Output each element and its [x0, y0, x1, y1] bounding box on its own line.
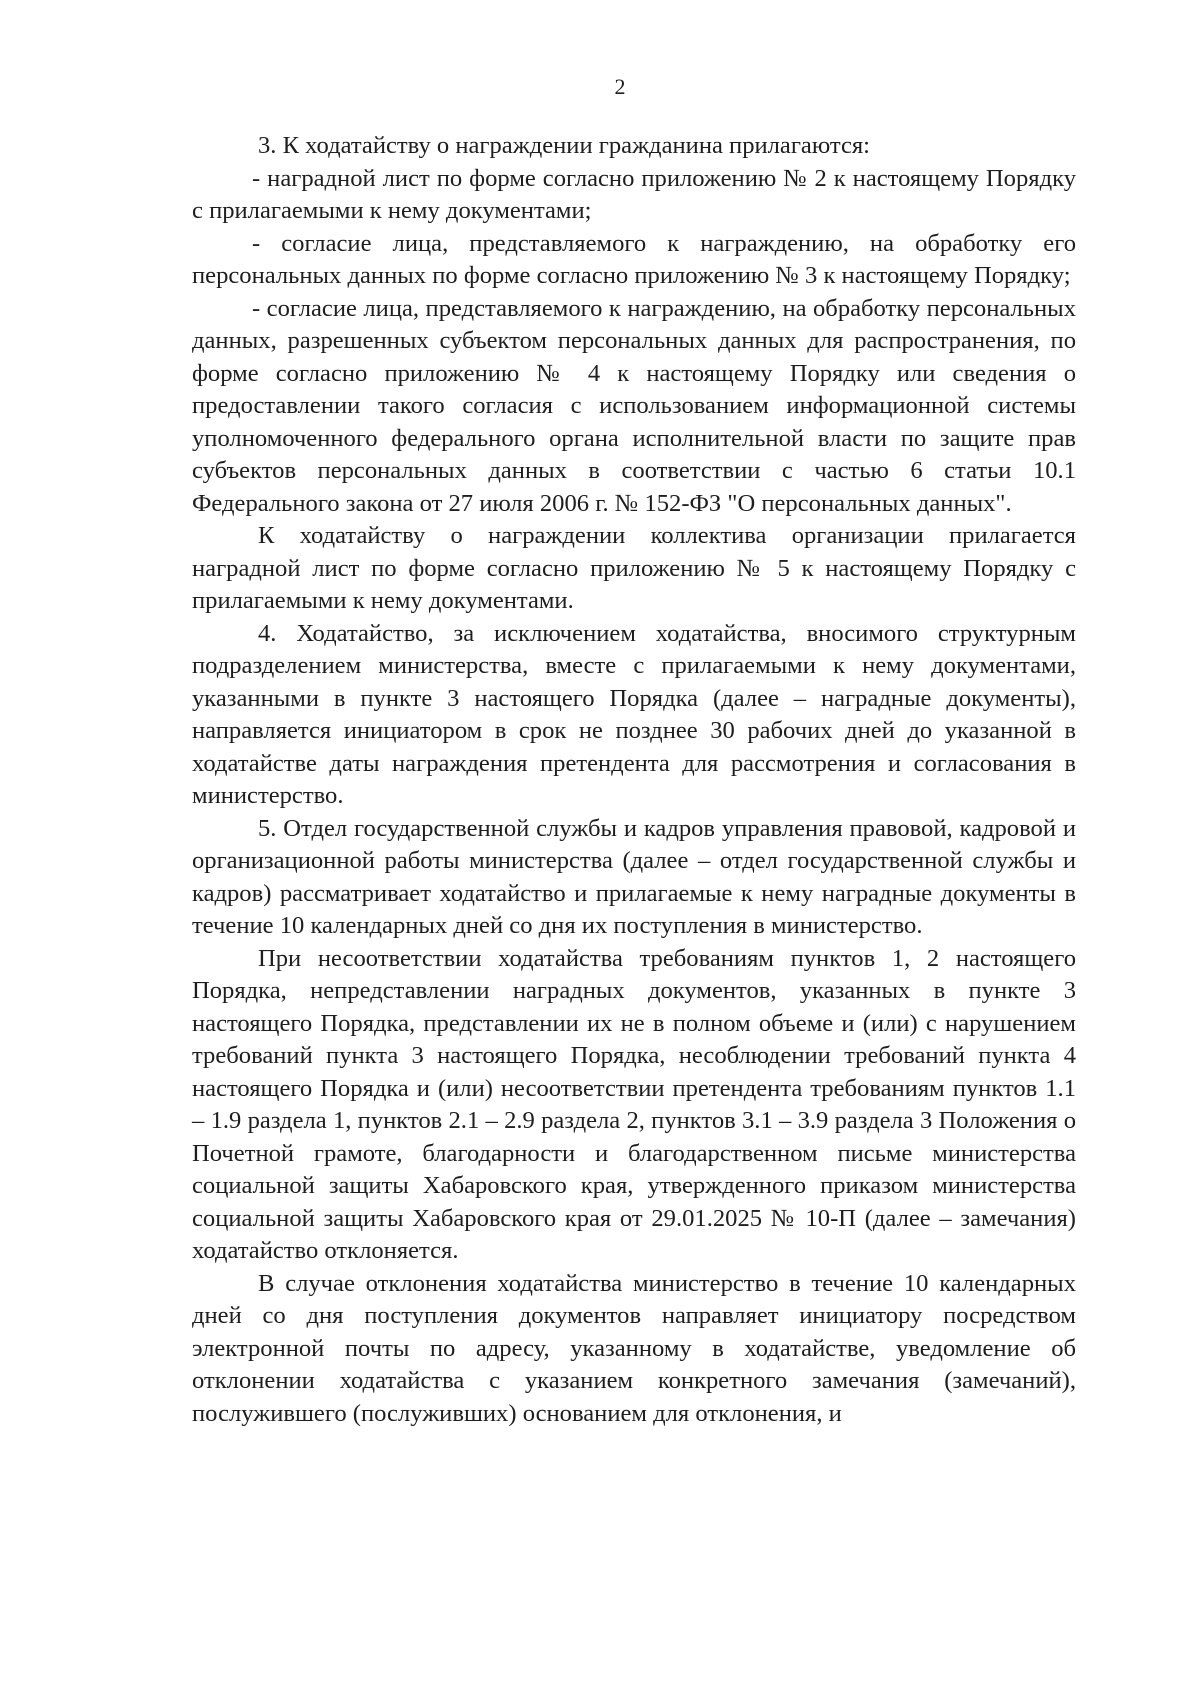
document-body — [192, 130, 1076, 1430]
paragraph-rejection-notice: В случае отклонения ходатайства министерство в течение 10 календарных дней со дня поступления документов направляет инициатору посредством электронной почты по адресу, указанному в ходатайстве, уведомление об отклонении ходатайства с указанием конкретного замечания (замечаний), послужившего (послуживших) основанием для отклонения, и — [192, 1269, 1076, 1427]
paragraph-4: 4. Ходатайство, за исключением ходатайства, вносимого структурным подразделением министерства, вместе с прилагаемыми к нему документами, указанными в пункте 3 настоящего Порядка (далее – наградные документы), направляется инициатором в срок не позднее 30 рабочих дней до указанной в ходатайстве даты награждения претендента для рассмотрения и согласования в министерство. — [192, 619, 1076, 809]
paragraph-collective-award: К ходатайству о награждении коллектива организации прилагается наградной лист по форме согласно приложению № 5 к настоящему Порядку с прилагаемыми к нему документами. — [192, 522, 1076, 614]
paragraph-rejection-conditions: При несоответствии ходатайства требованиям пунктов 1, 2 настоящего Порядка, непредставлении наградных документов, указанных в пункте 3 настоящего Порядка, представлении их не в полном объеме и (или) с нарушением требований пункта 3 настоящего Порядка, несоблюдении требований пункта 4 настоящего Порядка и (или) несоответствии претендента требованиям пунктов 1.1 – 1.9 раздела 1, пунктов 2.1 – 2.9 раздела 2, пунктов 3.1 – 3.9 раздела 3 Положения о Почетной грамоте, благодарности и благодарственном письме министерства социальной защиты Хабаровского края, утвержденного приказом министерства социальной защиты Хабаровского края от 29.01.2025 № 10-П (далее – замечания) ходатайство отклоняется. — [192, 944, 1076, 1264]
list-item-award-sheet: - наградной лист по форме согласно приложению № 2 к настоящему Порядку с прилагаемыми к нему документами; — [192, 164, 1076, 224]
paragraph-5: 5. Отдел государственной службы и кадров управления правовой, кадровой и организационной работы министерства (далее – отдел государственной службы и кадров) рассматривает ходатайство и прилагаемые к нему наградные документы в течение 10 календарных дней со дня их поступления в министерство. — [192, 814, 1076, 939]
page-number: 2 — [614, 74, 626, 99]
list-item-consent-processing: - согласие лица, представляемого к награждению, на обработку его персональных данных по форме согласно приложению № 3 к настоящему Порядку; — [192, 229, 1076, 289]
paragraph-3-intro: 3. К ходатайству о награждении гражданина прилагаются: — [258, 132, 871, 159]
list-item-consent-distribution: - согласие лица, представляемого к награждению, на обработку персональных данных, разрешенных субъектом персональных данных для распространения, по форме согласно приложению № 4 к настоящему Порядку или сведения о предоставлении такого согласия с использованием информационной системы уполномоченного федерального органа исполнительной власти по защите прав субъектов персональных данных в соответствии с частью 6 статьи 10.1 Федерального закона от 27 июля 2006 г. № 152-ФЗ "О персональных данных". — [192, 294, 1076, 517]
